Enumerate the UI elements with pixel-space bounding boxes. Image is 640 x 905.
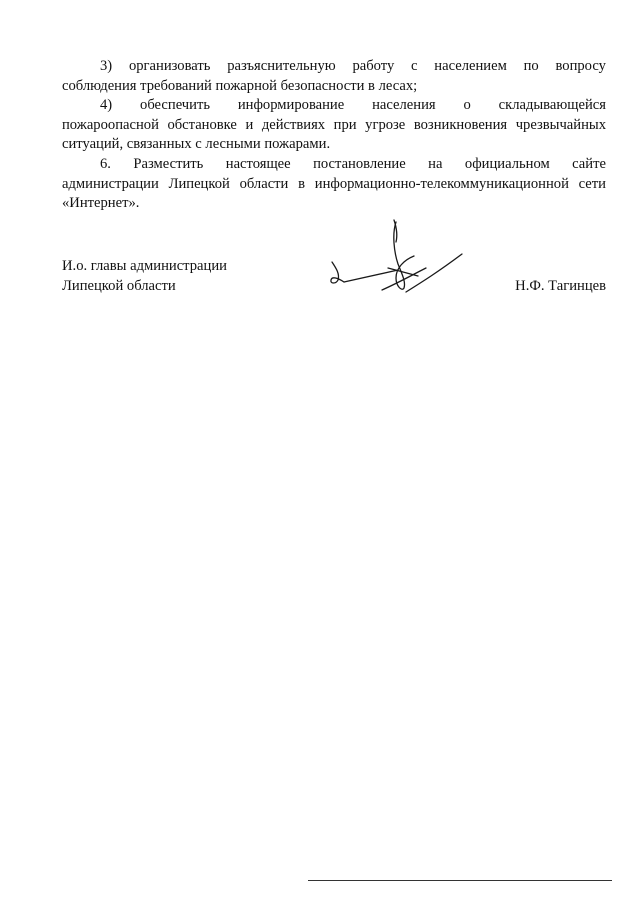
paragraph-line <box>62 155 606 175</box>
word: разъяснительную <box>227 58 336 74</box>
word: по <box>523 58 539 74</box>
word: настоящее <box>225 156 291 172</box>
word: администрации <box>62 175 159 192</box>
paragraph-item-3 <box>62 57 606 96</box>
word: информационно-телекоммуникационной <box>314 175 569 192</box>
word: Липецкой <box>168 175 230 192</box>
word: сети <box>578 175 606 192</box>
paragraph-item-6 <box>62 155 606 214</box>
footer-divider <box>308 880 612 881</box>
word: организовать <box>128 58 211 74</box>
word: вопросу <box>555 58 606 74</box>
handwritten-signature <box>322 212 472 302</box>
paragraph-line <box>62 116 606 136</box>
paragraph-line: ситуаций, связанных с лесными пожарами. <box>62 136 331 152</box>
paragraph-line <box>62 96 606 116</box>
word: обеспечить <box>140 97 210 113</box>
signatory-name: Н.Ф. Тагинцев <box>515 278 606 294</box>
word: сайте <box>572 156 606 172</box>
word: угрозе <box>365 116 406 133</box>
word: 6. <box>100 156 111 172</box>
word: Разместить <box>133 156 204 172</box>
word: на <box>428 156 443 172</box>
word: 3) <box>100 58 113 74</box>
word: обстановке <box>167 116 237 133</box>
word: постановление <box>313 156 406 172</box>
paragraph-line <box>62 57 606 77</box>
word: о <box>463 97 471 113</box>
paragraph-line <box>62 175 606 195</box>
word: населения <box>372 97 436 113</box>
word: населением <box>434 58 507 74</box>
paragraph-line: соблюдения требований пожарной безопасности в лесах; <box>62 77 418 94</box>
word: складывающейся <box>498 97 606 113</box>
word: 4) <box>100 97 113 113</box>
word: официальном <box>464 156 550 172</box>
word: при <box>333 116 357 133</box>
word: чрезвычайных <box>515 116 606 133</box>
word: и <box>245 116 254 133</box>
paragraph-line: «Интернет». <box>62 195 140 211</box>
signatory-position-line: Липецкой области <box>62 278 176 294</box>
word: действиях <box>261 116 326 133</box>
word: работу <box>352 58 395 74</box>
word: в <box>298 175 306 192</box>
word: информирование <box>237 97 345 113</box>
word: пожароопасной <box>62 116 159 133</box>
paragraph-item-4 <box>62 96 606 155</box>
signatory-position-line: И.о. главы администрации <box>62 258 227 274</box>
word: области <box>239 175 289 192</box>
word: возникновения <box>413 116 508 133</box>
word: с <box>411 58 418 74</box>
signatory-position <box>62 256 227 296</box>
